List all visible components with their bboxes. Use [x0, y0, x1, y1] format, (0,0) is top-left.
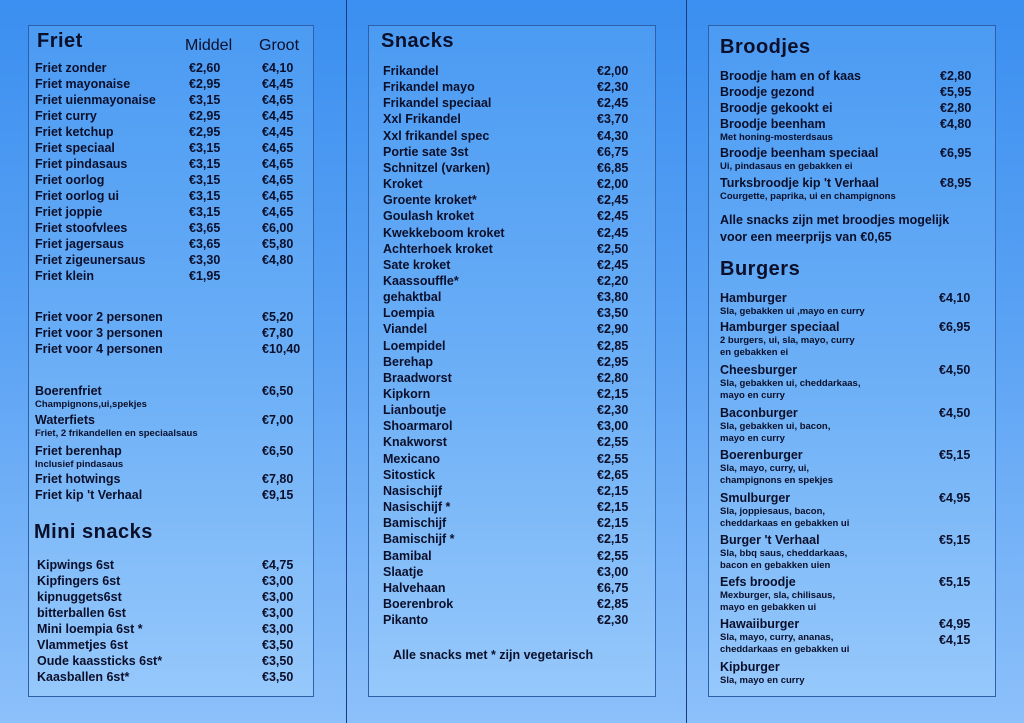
item-price: €5,95	[940, 85, 972, 99]
item-name: Sate kroket	[383, 257, 451, 272]
item-name: Nasischijf *	[383, 500, 451, 515]
broodjes-note-line2: voor een meerprijs van €0,65	[720, 230, 892, 244]
menu-item	[383, 565, 645, 581]
item-price: €2,45	[597, 96, 629, 111]
friet-title: Friet	[37, 30, 83, 52]
menu-item	[383, 145, 645, 161]
menu-item	[383, 290, 645, 306]
burgers-title: Burgers	[720, 258, 801, 280]
item-description-2: mayo en curry	[720, 433, 785, 444]
item-price: €7,80	[262, 326, 294, 340]
fold-line-right	[686, 0, 687, 723]
item-price: €2,85	[597, 596, 629, 611]
menu-item	[383, 64, 645, 80]
item-name: Boerenbrok	[383, 596, 454, 611]
item-description-2: champignons en spekjes	[720, 475, 833, 486]
item-name: Sitostick	[383, 467, 436, 482]
price-middel: €2,60	[189, 61, 221, 75]
item-description: Sla, gebakken ui ,mayo en curry	[720, 306, 865, 317]
item-price: €3,50	[262, 670, 294, 684]
item-name: Waterfiets	[35, 413, 95, 427]
price-middel: €3,15	[189, 205, 221, 219]
menu-item	[383, 112, 645, 128]
price-middel: €3,65	[189, 237, 221, 251]
price-middel: €3,15	[189, 93, 221, 107]
menu-item	[35, 93, 305, 109]
menu-item	[35, 237, 305, 253]
item-name: Frikandel	[383, 64, 439, 78]
friet-panel	[28, 25, 314, 697]
item-description: Sla, bbq saus, cheddarkaas,	[720, 548, 848, 559]
item-name: Friet zigeunersaus	[35, 253, 146, 267]
item-price: €2,45	[597, 225, 629, 240]
item-name: Lianboutje	[383, 403, 447, 418]
price-middel: €3,30	[189, 253, 221, 267]
price-groot: €4,45	[262, 109, 294, 123]
item-price: €8,95	[940, 176, 972, 190]
item-description-2: cheddarkaas en gebakken ui	[720, 518, 850, 529]
item-price: €2,85	[597, 338, 629, 353]
menu-item	[383, 306, 645, 322]
item-name: Friet jagersaus	[35, 237, 124, 251]
burger-price: €6,95	[939, 320, 971, 334]
price-middel: €2,95	[189, 109, 221, 123]
menu-item	[35, 173, 305, 189]
item-name: bitterballen 6st	[37, 606, 126, 620]
item-name: Loempia	[383, 306, 435, 321]
price-middel: €2,95	[189, 77, 221, 91]
menu-item	[35, 125, 305, 141]
menu-item	[37, 606, 307, 622]
item-description-2: mayo en curry	[720, 390, 785, 401]
item-name: Friet joppie	[35, 205, 103, 219]
menu-item	[37, 590, 307, 606]
item-name: Friet speciaal	[35, 141, 115, 155]
item-name: Friet pindasaus	[35, 157, 128, 171]
menu-item	[35, 310, 305, 326]
snacks-title: Snacks	[381, 30, 455, 52]
snacks-footnote: Alle snacks met * zijn vegetarisch	[393, 648, 594, 662]
menu-item	[383, 355, 645, 371]
item-price: €9,15	[262, 488, 294, 502]
item-price: €6,75	[597, 580, 629, 595]
item-price: €3,00	[262, 622, 294, 636]
item-price: €3,50	[597, 306, 629, 321]
item-description: Sla, mayo en curry	[720, 675, 805, 686]
item-description: Champignons,ui,spekjes	[35, 399, 147, 410]
menu-item	[383, 161, 645, 177]
item-name: Vlammetjes 6st	[37, 638, 129, 652]
item-name: Friet mayonaise	[35, 77, 131, 91]
menu-item	[35, 488, 305, 504]
item-price: €2,15	[597, 516, 629, 531]
item-name: Bamibal	[383, 548, 432, 563]
price-middel: €1,95	[189, 269, 221, 283]
price-groot: €4,65	[262, 173, 294, 187]
item-name: Kipwings 6st	[37, 558, 115, 572]
burger-price: €4,50	[939, 406, 971, 420]
menu-item	[35, 472, 305, 488]
item-price: €2,45	[597, 193, 629, 208]
item-price: €3,80	[597, 290, 629, 305]
item-price: €4,75	[262, 558, 294, 572]
item-name: Viandel	[383, 322, 428, 337]
item-price: €2,30	[597, 613, 629, 628]
price-groot: €4,65	[262, 205, 294, 219]
menu-item	[37, 622, 307, 638]
menu-item	[383, 322, 645, 338]
item-name: Pikanto	[383, 613, 429, 628]
menu-item	[383, 274, 645, 290]
menu-item	[35, 77, 305, 93]
item-name: Friet berenhap	[35, 444, 122, 458]
item-name: Friet voor 3 personen	[35, 326, 163, 340]
item-name: Xxl frikandel spec	[383, 128, 490, 143]
item-price: €2,55	[597, 548, 629, 563]
item-name: Kaassouffle*	[383, 273, 459, 288]
item-price: €2,30	[597, 403, 629, 418]
menu-item	[383, 177, 645, 193]
item-description: Friet, 2 frikandellen en speciaalsaus	[35, 428, 198, 439]
menu-item	[720, 101, 990, 117]
menu-item	[35, 384, 305, 410]
item-name: Turksbroodje kip 't Verhaal	[720, 176, 880, 190]
menu-item	[383, 209, 645, 225]
price-groot: €4,80	[262, 253, 294, 267]
item-name: Hamburger speciaal	[720, 320, 840, 334]
item-price: €6,85	[597, 160, 629, 175]
price-groot: €4,10	[262, 61, 294, 75]
col-groot: Groot	[259, 37, 300, 54]
item-price: €2,00	[597, 64, 629, 78]
item-price: €2,50	[597, 241, 629, 256]
menu-item	[35, 141, 305, 157]
item-description: Sla, mayo, curry, ui,	[720, 463, 810, 474]
item-description: Sla, gebakken ui, bacon,	[720, 421, 831, 432]
menu-item	[383, 484, 645, 500]
item-price: €2,30	[597, 80, 629, 95]
menu-item	[720, 146, 990, 172]
item-description: Sla, mayo, curry, ananas,	[720, 632, 834, 643]
item-name: Smulburger	[720, 491, 791, 505]
item-price: €2,15	[597, 532, 629, 547]
menu-item	[35, 157, 305, 173]
menu-item	[37, 558, 307, 574]
menu-item	[720, 85, 990, 101]
item-name: Xxl Frikandel	[383, 112, 461, 127]
menu-item	[35, 413, 305, 439]
menu-item	[383, 387, 645, 403]
broodjes-title: Broodjes	[720, 36, 811, 58]
menu-item	[37, 574, 307, 590]
price-middel: €2,95	[189, 125, 221, 139]
item-price: €3,00	[597, 564, 629, 579]
item-price: €2,55	[597, 451, 629, 466]
price-groot: €4,45	[262, 77, 294, 91]
item-price: €2,80	[940, 101, 972, 115]
price-middel: €3,15	[189, 173, 221, 187]
item-price: €2,45	[597, 257, 629, 272]
menu-item	[35, 109, 305, 125]
item-price: €6,95	[940, 146, 972, 160]
burger-price: €4,10	[939, 291, 971, 305]
item-name: Broodje gekookt ei	[720, 101, 833, 115]
item-name: Goulash kroket	[383, 209, 474, 224]
item-description-2: mayo en gebakken ui	[720, 602, 817, 613]
item-name: Friet uienmayonaise	[35, 93, 156, 107]
item-name: Boerenburger	[720, 448, 803, 462]
item-name: Friet kip 't Verhaal	[35, 488, 143, 502]
item-price: €3,00	[597, 419, 629, 434]
item-name: Burger 't Verhaal	[720, 533, 820, 547]
price-groot: €5,80	[262, 237, 294, 251]
item-description: Courgette, paprika, ui en champignons	[720, 191, 896, 202]
item-price: €6,50	[262, 444, 294, 458]
price-groot: €4,65	[262, 157, 294, 171]
menu-item	[35, 221, 305, 237]
item-name: Groente kroket*	[383, 193, 477, 208]
burger-price: €5,15	[939, 575, 971, 589]
item-name: Hawaiiburger	[720, 617, 800, 631]
item-price: €3,00	[262, 574, 294, 588]
item-name: Frikandel speciaal	[383, 96, 492, 111]
menu-item	[35, 326, 305, 342]
item-name: Cheesburger	[720, 363, 798, 377]
item-name: Knakworst	[383, 435, 447, 450]
item-name: Eefs broodje	[720, 575, 796, 589]
item-name: Broodje beenham	[720, 117, 826, 131]
menu-item	[720, 69, 990, 85]
menu-item	[35, 269, 305, 285]
item-name: Friet hotwings	[35, 472, 121, 486]
item-price: €4,80	[940, 117, 972, 131]
item-description: Ui, pindasaus en gebakken ei	[720, 161, 853, 172]
item-name: Friet klein	[35, 269, 95, 283]
menu-item	[383, 371, 645, 387]
menu-item	[383, 500, 645, 516]
item-description-2: bacon en gebakken uien	[720, 560, 831, 571]
item-price: €2,15	[597, 483, 629, 498]
broodjes-note-line1: Alle snacks zijn met broodjes mogelijk	[720, 213, 950, 227]
menu-item	[383, 597, 645, 613]
menu-item	[720, 117, 990, 143]
menu-item	[35, 444, 305, 470]
item-name: Slaatje	[383, 564, 424, 579]
menu-item	[383, 419, 645, 435]
menu-item	[35, 253, 305, 269]
item-description: 2 burgers, ui, sla, mayo, curry	[720, 335, 855, 346]
item-description: Inclusief pindasaus	[35, 459, 124, 470]
item-name: Kipburger	[720, 660, 780, 674]
burger-price: €4,50	[939, 363, 971, 377]
menu-item	[383, 242, 645, 258]
item-price: €3,00	[262, 606, 294, 620]
menu-item	[720, 660, 990, 686]
menu-item	[35, 61, 305, 77]
item-name: Braadworst	[383, 370, 452, 385]
item-name: Friet stoofvlees	[35, 221, 128, 235]
item-price: €2,90	[597, 322, 629, 337]
item-name: Broodje ham en of kaas	[720, 69, 862, 83]
mini-snacks-title: Mini snacks	[34, 521, 153, 543]
item-name: Friet oorlog	[35, 173, 105, 187]
item-name: Schnitzel (varken)	[383, 160, 490, 175]
item-name: Frikandel mayo	[383, 80, 475, 95]
menu-item	[37, 670, 307, 686]
menu-item	[383, 129, 645, 145]
item-price: €3,50	[262, 654, 294, 668]
item-price: €2,15	[597, 500, 629, 515]
price-groot: €4,65	[262, 189, 294, 203]
item-price: €10,40	[262, 342, 301, 356]
item-name: Oude kaassticks 6st*	[37, 654, 163, 668]
item-price: €3,70	[597, 112, 629, 127]
item-name: Friet voor 2 personen	[35, 310, 163, 324]
item-price: €2,65	[597, 467, 629, 482]
menu-item	[37, 654, 307, 670]
item-price: €2,80	[597, 370, 629, 385]
menu-item	[35, 189, 305, 205]
item-name: Hamburger	[720, 291, 787, 305]
item-name: Broodje beenham speciaal	[720, 146, 879, 160]
menu-item	[383, 96, 645, 112]
burger-price: €5,15	[939, 533, 971, 547]
item-description: Sla, joppiesaus, bacon,	[720, 506, 826, 517]
item-price: €2,95	[597, 354, 629, 369]
price-middel: €3,65	[189, 221, 221, 235]
item-name: Friet voor 4 personen	[35, 342, 163, 356]
item-name: Berehap	[383, 354, 434, 369]
menu-item	[383, 193, 645, 209]
col-middel: Middel	[185, 37, 233, 54]
menu-item	[35, 342, 305, 358]
menu-item	[383, 80, 645, 96]
burger-price: €4,95	[939, 491, 971, 505]
fold-line-left	[346, 0, 347, 723]
item-price: €7,00	[262, 413, 294, 427]
price-groot: €4,65	[262, 141, 294, 155]
burger-price: €4,95	[939, 617, 971, 631]
price-groot: €4,45	[262, 125, 294, 139]
item-description: Met honing-mosterdsaus	[720, 132, 833, 143]
item-name: Mexicano	[383, 451, 440, 466]
burger-price: €4,15	[939, 633, 971, 647]
price-middel: €3,15	[189, 189, 221, 203]
menu-item	[383, 613, 645, 629]
item-name: Kwekkeboom kroket	[383, 225, 505, 240]
burger-price: €5,15	[939, 448, 971, 462]
item-price: €5,20	[262, 310, 294, 324]
menu-item	[383, 403, 645, 419]
item-description: Mexburger, sla, chilisaus,	[720, 590, 836, 601]
item-name: Friet curry	[35, 109, 97, 123]
menu-item	[37, 638, 307, 654]
item-price: €3,00	[262, 590, 294, 604]
item-name: Kaasballen 6st*	[37, 670, 130, 684]
item-name: kipnuggets6st	[37, 590, 122, 604]
menu-item	[383, 516, 645, 532]
price-middel: €3,15	[189, 141, 221, 155]
menu-item	[383, 581, 645, 597]
item-name: Boerenfriet	[35, 384, 102, 398]
item-name: Broodje gezond	[720, 85, 815, 99]
menu-item	[383, 468, 645, 484]
item-price: €2,80	[940, 69, 972, 83]
menu-item	[383, 226, 645, 242]
item-price: €2,45	[597, 209, 629, 224]
item-name: Halvehaan	[383, 580, 446, 595]
price-middel: €3,15	[189, 157, 221, 171]
item-name: Nasischijf	[383, 483, 443, 498]
item-description-2: en gebakken ei	[720, 347, 789, 358]
item-name: Mini loempia 6st *	[37, 622, 143, 636]
item-name: Portie sate 3st	[383, 144, 469, 159]
menu-item	[383, 258, 645, 274]
snacks-panel	[368, 25, 656, 697]
item-description-2: cheddarkaas en gebakken ui	[720, 644, 850, 655]
menu-item	[383, 339, 645, 355]
menu-item	[383, 435, 645, 451]
menu-item	[383, 532, 645, 548]
item-price: €2,15	[597, 387, 629, 401]
item-name: gehaktbal	[383, 290, 442, 305]
item-name: Baconburger	[720, 406, 798, 420]
item-price: €2,00	[597, 177, 629, 192]
menu-item	[383, 452, 645, 468]
item-name: Bamischijf	[383, 516, 447, 531]
item-name: Friet ketchup	[35, 125, 114, 139]
item-description: Sla, gebakken ui, cheddarkaas,	[720, 378, 861, 389]
item-name: Shoarmarol	[383, 419, 453, 434]
item-price: €2,55	[597, 435, 629, 450]
item-price: €4,30	[597, 128, 629, 143]
menu-item	[720, 176, 990, 202]
broodjes-panel	[708, 25, 996, 697]
item-price: €2,20	[597, 273, 629, 288]
item-name: Friet zonder	[35, 61, 107, 75]
item-name: Bamischijf *	[383, 532, 455, 547]
item-price: €6,50	[262, 384, 294, 398]
item-price: €6,75	[597, 144, 629, 159]
menu-item	[383, 549, 645, 565]
item-name: Achterhoek kroket	[383, 241, 493, 256]
item-price: €3,50	[262, 638, 294, 652]
price-groot: €6,00	[262, 221, 294, 235]
item-name: Kipfingers 6st	[37, 574, 121, 588]
item-price: €7,80	[262, 472, 294, 486]
item-name: Loempidel	[383, 338, 446, 353]
item-name: Friet oorlog ui	[35, 189, 120, 203]
item-name: Kipkorn	[383, 387, 431, 401]
item-name: Kroket	[383, 177, 423, 192]
price-groot: €4,65	[262, 93, 294, 107]
menu-item	[35, 205, 305, 221]
